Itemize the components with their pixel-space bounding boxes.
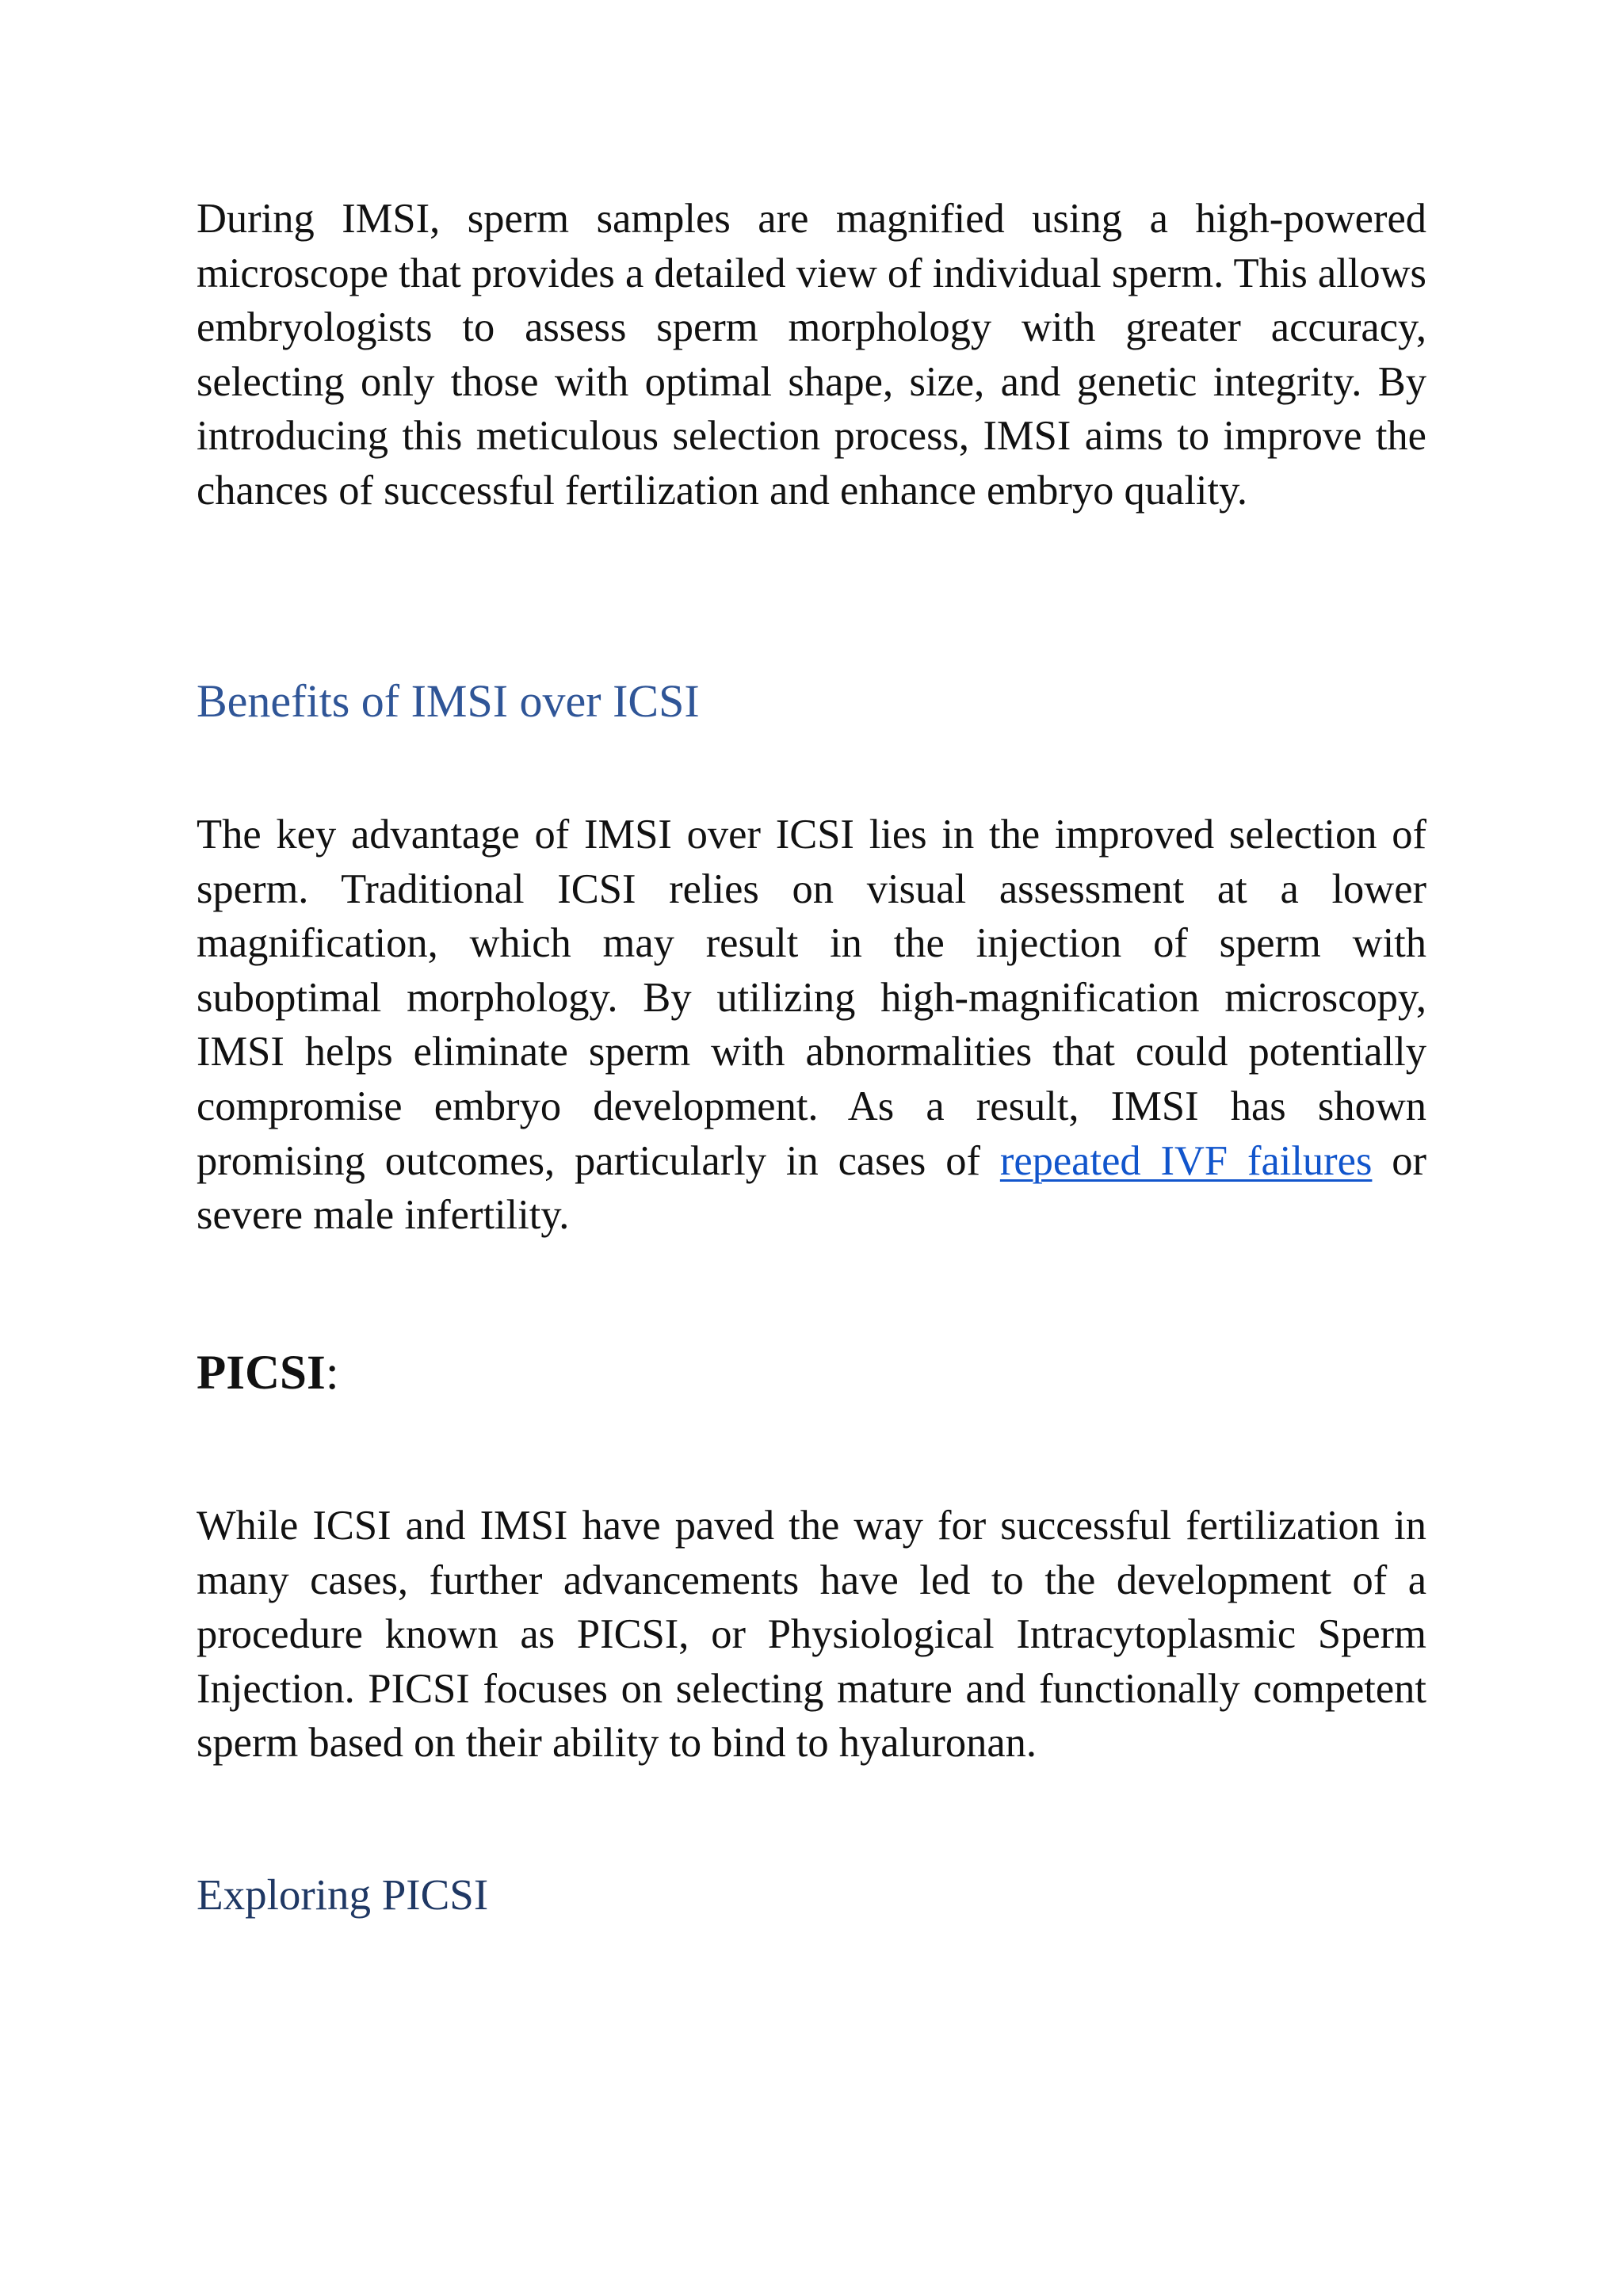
picsi-heading-bold: PICSI xyxy=(197,1347,326,1400)
benefits-paragraph xyxy=(197,808,1426,1243)
imsi-paragraph-block xyxy=(197,192,1426,518)
benefits-paragraph-block xyxy=(197,808,1426,1243)
benefits-paragraph-text-end: or severe male infertility. xyxy=(197,1137,1427,1239)
benefits-heading-block xyxy=(197,674,1426,729)
imsi-description-paragraph: During IMSI, sperm samples are magnified using a high-powered microscope that provides a detailed view of individual sperm. This allows embryologists to assess sperm morphology with greater accuracy, selecting only those with optimal shape, size, and genetic integrity. By introducing this meticulous selection process, IMSI aims to improve the chances of successful fertilization and enhance embryo quality. xyxy=(197,196,1426,514)
picsi-heading xyxy=(197,1345,1426,1402)
picsi-description-paragraph: While ICSI and IMSI have paved the way for successful fertilization in many cases, further advancements have led to the development of a procedure known as PICSI, or Physiological Intracytoplasmic Sperm Injection. PICSI focuses on selecting mature and functionally competent sperm based on their ability to bind to hyaluronan. xyxy=(197,1503,1426,1767)
repeated-ivf-failures-link[interactable]: repeated IVF failures xyxy=(999,1137,1373,1184)
exploring-heading-block xyxy=(197,1867,1426,1923)
picsi-paragraph-block xyxy=(197,1499,1426,1771)
picsi-heading-colon: : xyxy=(325,1347,339,1400)
picsi-heading-block xyxy=(197,1345,1426,1402)
benefits-paragraph-text: The key advantage of IMSI over ICSI lies in the improved selection of sperm. Traditional ICSI relies on visual assessment at a lower magnification, which may result in the injection of sperm with suboptimal morphology. By utilizing high-magnification microscopy, IMSI helps eliminate sperm with abnormalities that could potentially compromise embryo development. As a result, IMSI has shown promising outcomes, particularly in cases of xyxy=(197,812,1426,1184)
benefits-heading: Benefits of IMSI over ICSI xyxy=(197,675,700,727)
exploring-picsi-heading: Exploring PICSI xyxy=(197,1870,489,1919)
